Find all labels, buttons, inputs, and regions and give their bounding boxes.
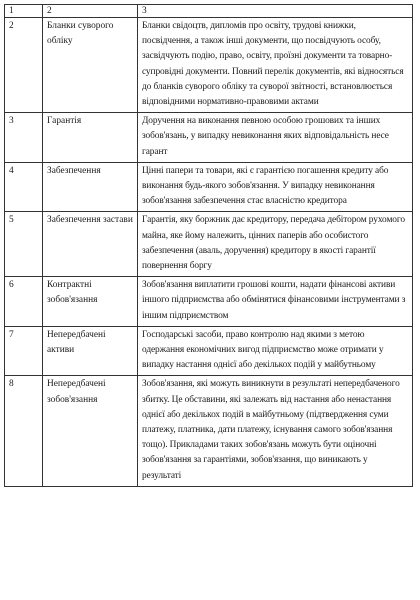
table-row	[5, 277, 413, 327]
row-number: 2	[5, 18, 43, 113]
table-row	[5, 376, 413, 486]
row-number: 6	[5, 277, 43, 327]
term-cell: Непередбачені зобов'язання	[43, 376, 138, 486]
table-row	[5, 326, 413, 376]
document-page	[4, 4, 412, 487]
table-header-row	[5, 5, 413, 18]
table-row	[5, 212, 413, 277]
row-number: 4	[5, 162, 43, 212]
table-row	[5, 18, 413, 113]
row-number: 5	[5, 212, 43, 277]
header-cell-1: 1	[5, 5, 43, 18]
term-cell: Забезпечення застави	[43, 212, 138, 277]
definition-cell: Цінні папери та товари, які є гарантією погашення кредиту або виконання будь-якого зобов'язання. У випадку невиконання зобов'язання забезпечення стає власністю кредитора	[138, 162, 413, 212]
header-cell-2: 2	[43, 5, 138, 18]
definition-cell: Бланки свідоцтв, дипломів про освіту, трудові книжки, посвідчення, а також інші документи, що посвідчують особу, засвідчують подію, право, освіту, проїзні документи та товарно-супровідні документи. Повний перелік документів, які відносяться до бланків суворого обліку та суворої звітності, встановлюється відповідними нормативно-правовими актами	[138, 18, 413, 113]
row-number: 7	[5, 326, 43, 376]
term-cell: Гарантія	[43, 113, 138, 163]
definition-cell: Доручення на виконання певною особою грошових та інших зобов'язань, у випадку невиконання яких відповідальність несе гарант	[138, 113, 413, 163]
definition-cell: Зобов'язання виплатити грошові кошти, надати фінансові активи іншого підприємства або обмінятися фінансовими інструментами з іншим підприємством	[138, 277, 413, 327]
term-cell: Бланки суворого обліку	[43, 18, 138, 113]
table-row	[5, 162, 413, 212]
term-cell: Забезпечення	[43, 162, 138, 212]
term-cell: Контрактні зобов'язання	[43, 277, 138, 327]
term-cell: Непередбачені активи	[43, 326, 138, 376]
table-row	[5, 113, 413, 163]
row-number: 8	[5, 376, 43, 486]
glossary-table	[4, 4, 413, 487]
definition-cell: Гарантія, яку боржник дає кредитору, передача дебітором рухомого майна, яке йому належить, цінних паперів або особистого забезпечення (аваль, доручення) кредитору в якості гарантії повернення боргу	[138, 212, 413, 277]
definition-cell: Зобов'язання, які можуть виникнути в результаті непередбаченого збитку. Це обставини, які залежать від настання або ненастання однієї або декількох подій в майбутньому (підтвердження суми платежу, платника, дати платежу, існування самого зобов'язання тощо). Прикладами таких зобов'язань можуть бути оціночні зобов'язання за гарантіями, зобов'язання, що виникають у результаті	[138, 376, 413, 486]
definition-cell: Господарські засоби, право контролю над якими з метою одержання економічних вигод підприємство може отримати у випадку настання однієї або декількох подій у майбутньому	[138, 326, 413, 376]
row-number: 3	[5, 113, 43, 163]
header-cell-3: 3	[138, 5, 413, 18]
